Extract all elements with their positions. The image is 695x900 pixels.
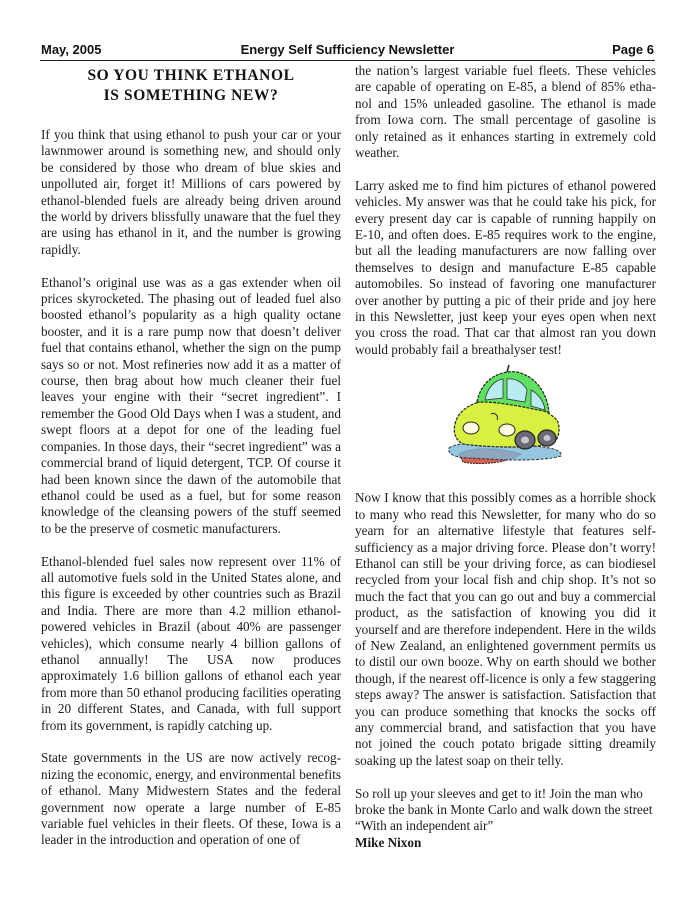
article-title-line-2: IS SOMETHING NEW?	[103, 87, 279, 104]
article-title-line-1: SO YOU THINK ETHANOL	[87, 67, 295, 84]
issue-date: May, 2005	[41, 42, 102, 57]
article-title	[41, 66, 341, 106]
car-antenna	[507, 365, 509, 372]
car-hubcap	[543, 435, 550, 441]
paragraph: So roll up your sleeves and get to it! Join the man who broke the bank in Monte Carlo and walk down the street “With an independent air”	[355, 785, 653, 834]
car-hubcap	[521, 437, 529, 444]
paragraph: the nation’s largest variable fuel fleets. These vehicles are capable of operating on E-85, a blend of 85% ethanol and 15% unleaded gasoline. The ethanol is made from Iowa corn. The small percentage of gasoline is only retained as it enhances starting in extremely cold weather.	[355, 63, 656, 161]
paragraph: Ethanol’s original use was as a gas extender when oil prices skyrocketed. The phasing out of leaded fuel also boosted ethanol’s popularity as a high quality octane booster, and it is a rare pump now that doesn’t deliver fuel that contains ethanol, whether the sign on the pump says so or not. Most refineries now add it as a matter of course, then brag about how much cleaner their fuel leaves your engine with their “secret ingredient”. I remember the Good Old Days when I was a student, and swept floors at a depot for one of the leading fuel companies. In those days, their “secret ingredient” was a commercial brand of liquid detergent, TCP. Of course it had been known since the dawn of the automobile that ethanol could be used as a fuel, but for some reason knowledge of the cleansing powers of the stuff seemed to be the preserve of cosmetic manufacturers.	[41, 274, 341, 536]
paragraph: If you think that using ethanol to push your car or your lawnmower around is something new, and should only be considered by those who dream of blue skies and unpolluted air, forget it! Millions of cars powered by ethanol-blended fuels are already being driven around the world by drivers blissfully unaware that the fuel they are using has ethanol in it, and the number is growing rapidly.	[41, 127, 341, 257]
header-divider	[40, 60, 655, 61]
right-column	[355, 63, 656, 851]
page-number: Page 6	[612, 42, 654, 57]
paragraph: Larry asked me to find him pictures of ethanol powered vehicles. My answer was that he could take his pick, for every present day car is capable of running happily on E-10, and often does. E-85 requires work to the engine, but all the leading manufacturers are now falling over themselves to design and manufacture E-85 capable automobiles. So instead of favoring one manufacturer over another by putting a pic of their pride and joy here in this Newsletter, just keep your eyes open when next you cross the road. That car that almost ran you down would probably fail a breathalyser test!	[355, 177, 656, 357]
drunken-car-cartoon-icon	[441, 362, 571, 472]
newsletter-title: Energy Self Sufficiency Newsletter	[240, 42, 455, 57]
page-header	[40, 42, 655, 60]
paragraph: State governments in the US are now actively recognizing the economic, energy, and environmental benefits of ethanol. Many Midwestern States and the federal government now operate a large number of E-85 variable fuel vehicles in their fleets. Of these, Iowa is a leader in the introduction and operation of one of	[41, 750, 341, 848]
paragraph: Ethanol-blended fuel sales now represent over 11% of all automotive fuels sold in the United States alone, and this figure is exceeded by other countries such as Brazil and India. There are more than 4.2 million ethanol-powered vehicles in Brazil (about 40% are passenger vehicles), which consume nearly 4 billion gallons of ethanol annually! The USA now produces approximately 1.6 billion gallons of ethanol each year from more than 50 ethanol producing facilities operating in 20 different States, and Canada, with full support from its government, is rapidly catching up.	[41, 553, 341, 733]
car-headlight	[463, 422, 479, 434]
paragraph: Now I know that this possibly comes as a horrible shock to many who read this Newsletter, for many who do so yearn for an alternative lifestyle that features self-sufficiency as a major driving force. Please don’t worry! Ethanol can still be your driving force, as can biodiesel recycled from your local fish and chip shop. It’s not so much the fact that you can go out and buy a commercial product, as the satisfaction of knowing you did it yourself and are therefore independent. Here in the wilds of New Zealand, an enlightened government permits us to distil our own booze. Why on earth should we bother though, if the nearest off-licence is only a few staggering steps away? The answer is satisfaction. Satisfaction that you can produce something that knocks the socks off any commercial brand, and satisfaction that you have not joined the couch potato brigade sitting dreamily soaking up the latest soap on their telly.	[355, 490, 656, 768]
author-signature: Mike Nixon	[355, 834, 422, 850]
left-column	[41, 63, 341, 849]
car-headlight	[499, 424, 515, 436]
